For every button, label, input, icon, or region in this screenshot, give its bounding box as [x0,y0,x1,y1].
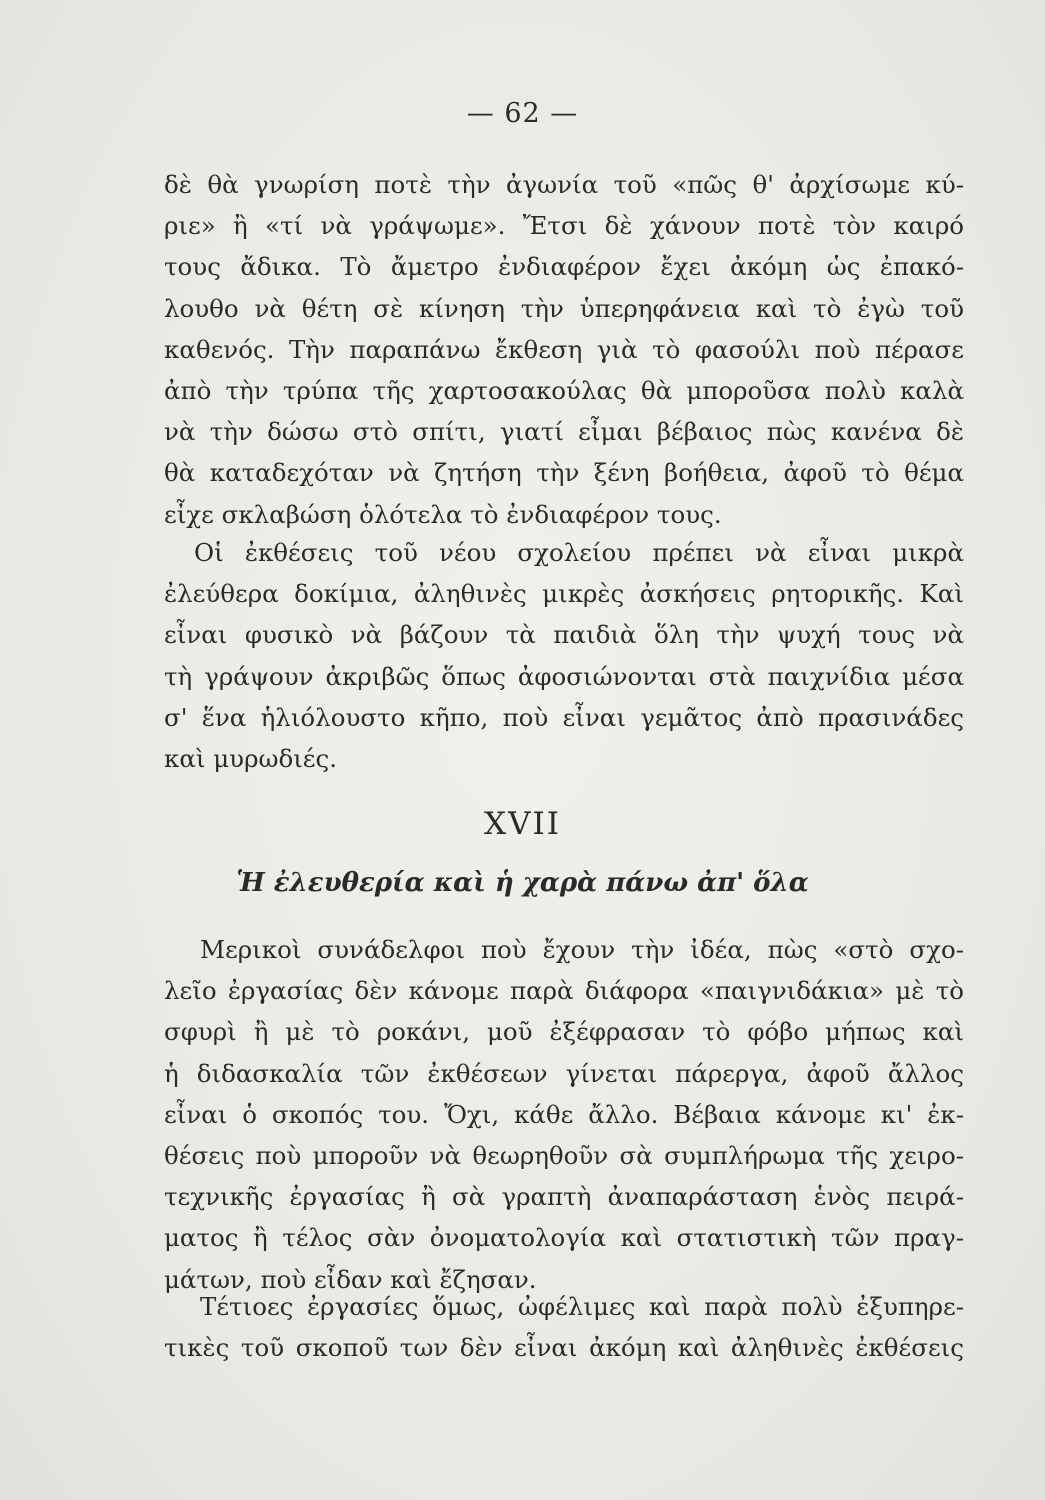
text-line: Τέτιοες ἐργασίες ὅμως, ὠφέλιμες καὶ παρὰ πολὺ ἐξυπηρε- [200,1292,964,1321]
text-line: τους ἄδικα. Τὸ ἄμετρο ἐνδιαφέρον ἔχει ἀκόμη ὡς ἐπακό- [164,252,964,282]
text-line: θέσεις ποὺ μποροῦν νὰ θεωρηθοῦν σὰ συμπλήρωμα τῆς χειρο- [164,1141,964,1171]
text-line: Οἱ ἐκθέσεις τοῦ νέου σχολείου πρέπει νὰ εἶναι μικρὰ [194,538,964,567]
text-line: θὰ καταδεχόταν νὰ ζητήση τὴν ξένη βοήθεια, ἀφοῦ τὸ θέμα [164,458,964,488]
text-line: λεῖο ἐργασίας δὲν κάνομε παρὰ διάφορα «παιγνιδάκια» μὲ τὸ [164,976,964,1006]
text-line: σ' ἕνα ἡλιόλουστο κῆπο, ποὺ εἶναι γεμᾶτος ἀπὸ πρασινάδες [164,702,964,732]
text-line: ἐλεύθερα δοκίμια, ἀληθινὲς μικρὲς ἀσκήσεις ρητορικῆς. Καὶ [164,579,964,609]
text-line: ριε» ἢ «τί νὰ γράψωμε». Ἔτσι δὲ χάνουν ποτὲ τὸν καιρό [164,211,964,241]
paragraph-1 [164,164,964,535]
text-line: Μερικοὶ συνάδελφοι ποὺ ἔχουν τὴν ἰδέα, πὼς «στὸ σχο- [200,935,964,964]
text-line: μάτων, ποὺ εἶδαν καὶ ἔζησαν. [164,1264,537,1294]
text-line: εἶναι φυσικὸ νὰ βάζουν τὰ παιδιὰ ὅλη τὴν ψυχή τους νὰ [164,620,964,650]
text-line: ματος ἢ τέλος σὰν ὀνοματολογία καὶ στατιστικὴ τῶν πραγ- [164,1223,964,1253]
text-line: εἶχε σκλαβώση ὁλότελα τὸ ἐνδιαφέρον τους. [164,499,722,529]
text-line: δὲ θὰ γνωρίση ποτὲ τὴν ἀγωνία τοῦ «πῶς θ' ἀρχίσωμε κύ- [164,170,964,199]
text-line: τικὲς τοῦ σκοποῦ των δὲν εἶναι ἀκόμη καὶ ἀληθινὲς ἐκθέσεις [164,1333,964,1363]
text-line: τεχνικῆς ἐργασίας ἢ σὰ γραπτὴ ἀναπαράσταση ἑνὸς πειρά- [164,1182,964,1212]
text-line: εἶναι ὁ σκοπός του. Ὄχι, κάθε ἄλλο. Βέβαια κάνομε κι' ἐκ- [164,1099,964,1129]
section-title: Ἡ ἐλευθερία καὶ ἡ χαρὰ πάνω ἀπ' ὅλα [236,868,809,898]
text-line: καὶ μυρωδιές. [164,744,338,774]
text-line: ἡ διδασκαλία τῶν ἐκθέσεων γίνεται πάρεργα, ἀφοῦ ἄλλος [164,1058,964,1088]
paragraph-4 [164,1286,964,1368]
text-line: τὴ γράψουν ἀκριβῶς ὅπως ἀφοσιώνονται στὰ παιχνίδια μέσα [164,661,964,691]
paragraph-3 [164,929,964,1300]
text-line: νὰ τὴν δώσω στὸ σπίτι, γιατί εἶμαι βέβαιος πὼς κανένα δὲ [164,417,964,447]
text-line: ἀπὸ τὴν τρύπα τῆς χαρτοσακούλας θὰ μποροῦσα πολὺ καλὰ [164,376,964,406]
section-numeral: XVII [484,806,561,842]
paragraph-2 [164,532,964,779]
text-line: σφυρὶ ἢ μὲ τὸ ροκάνι, μοῦ ἐξέφρασαν τὸ φόβο μήπως καὶ [164,1017,964,1047]
text-line: λουθο νὰ θέτη σὲ κίνηση τὴν ὑπερηφάνεια καὶ τὸ ἐγὼ τοῦ [164,293,964,323]
text-line: καθενός. Τὴν παραπάνω ἔκθεση γιὰ τὸ φασούλι ποὺ πέρασε [164,334,964,364]
page-number: — 62 — [466,98,579,129]
